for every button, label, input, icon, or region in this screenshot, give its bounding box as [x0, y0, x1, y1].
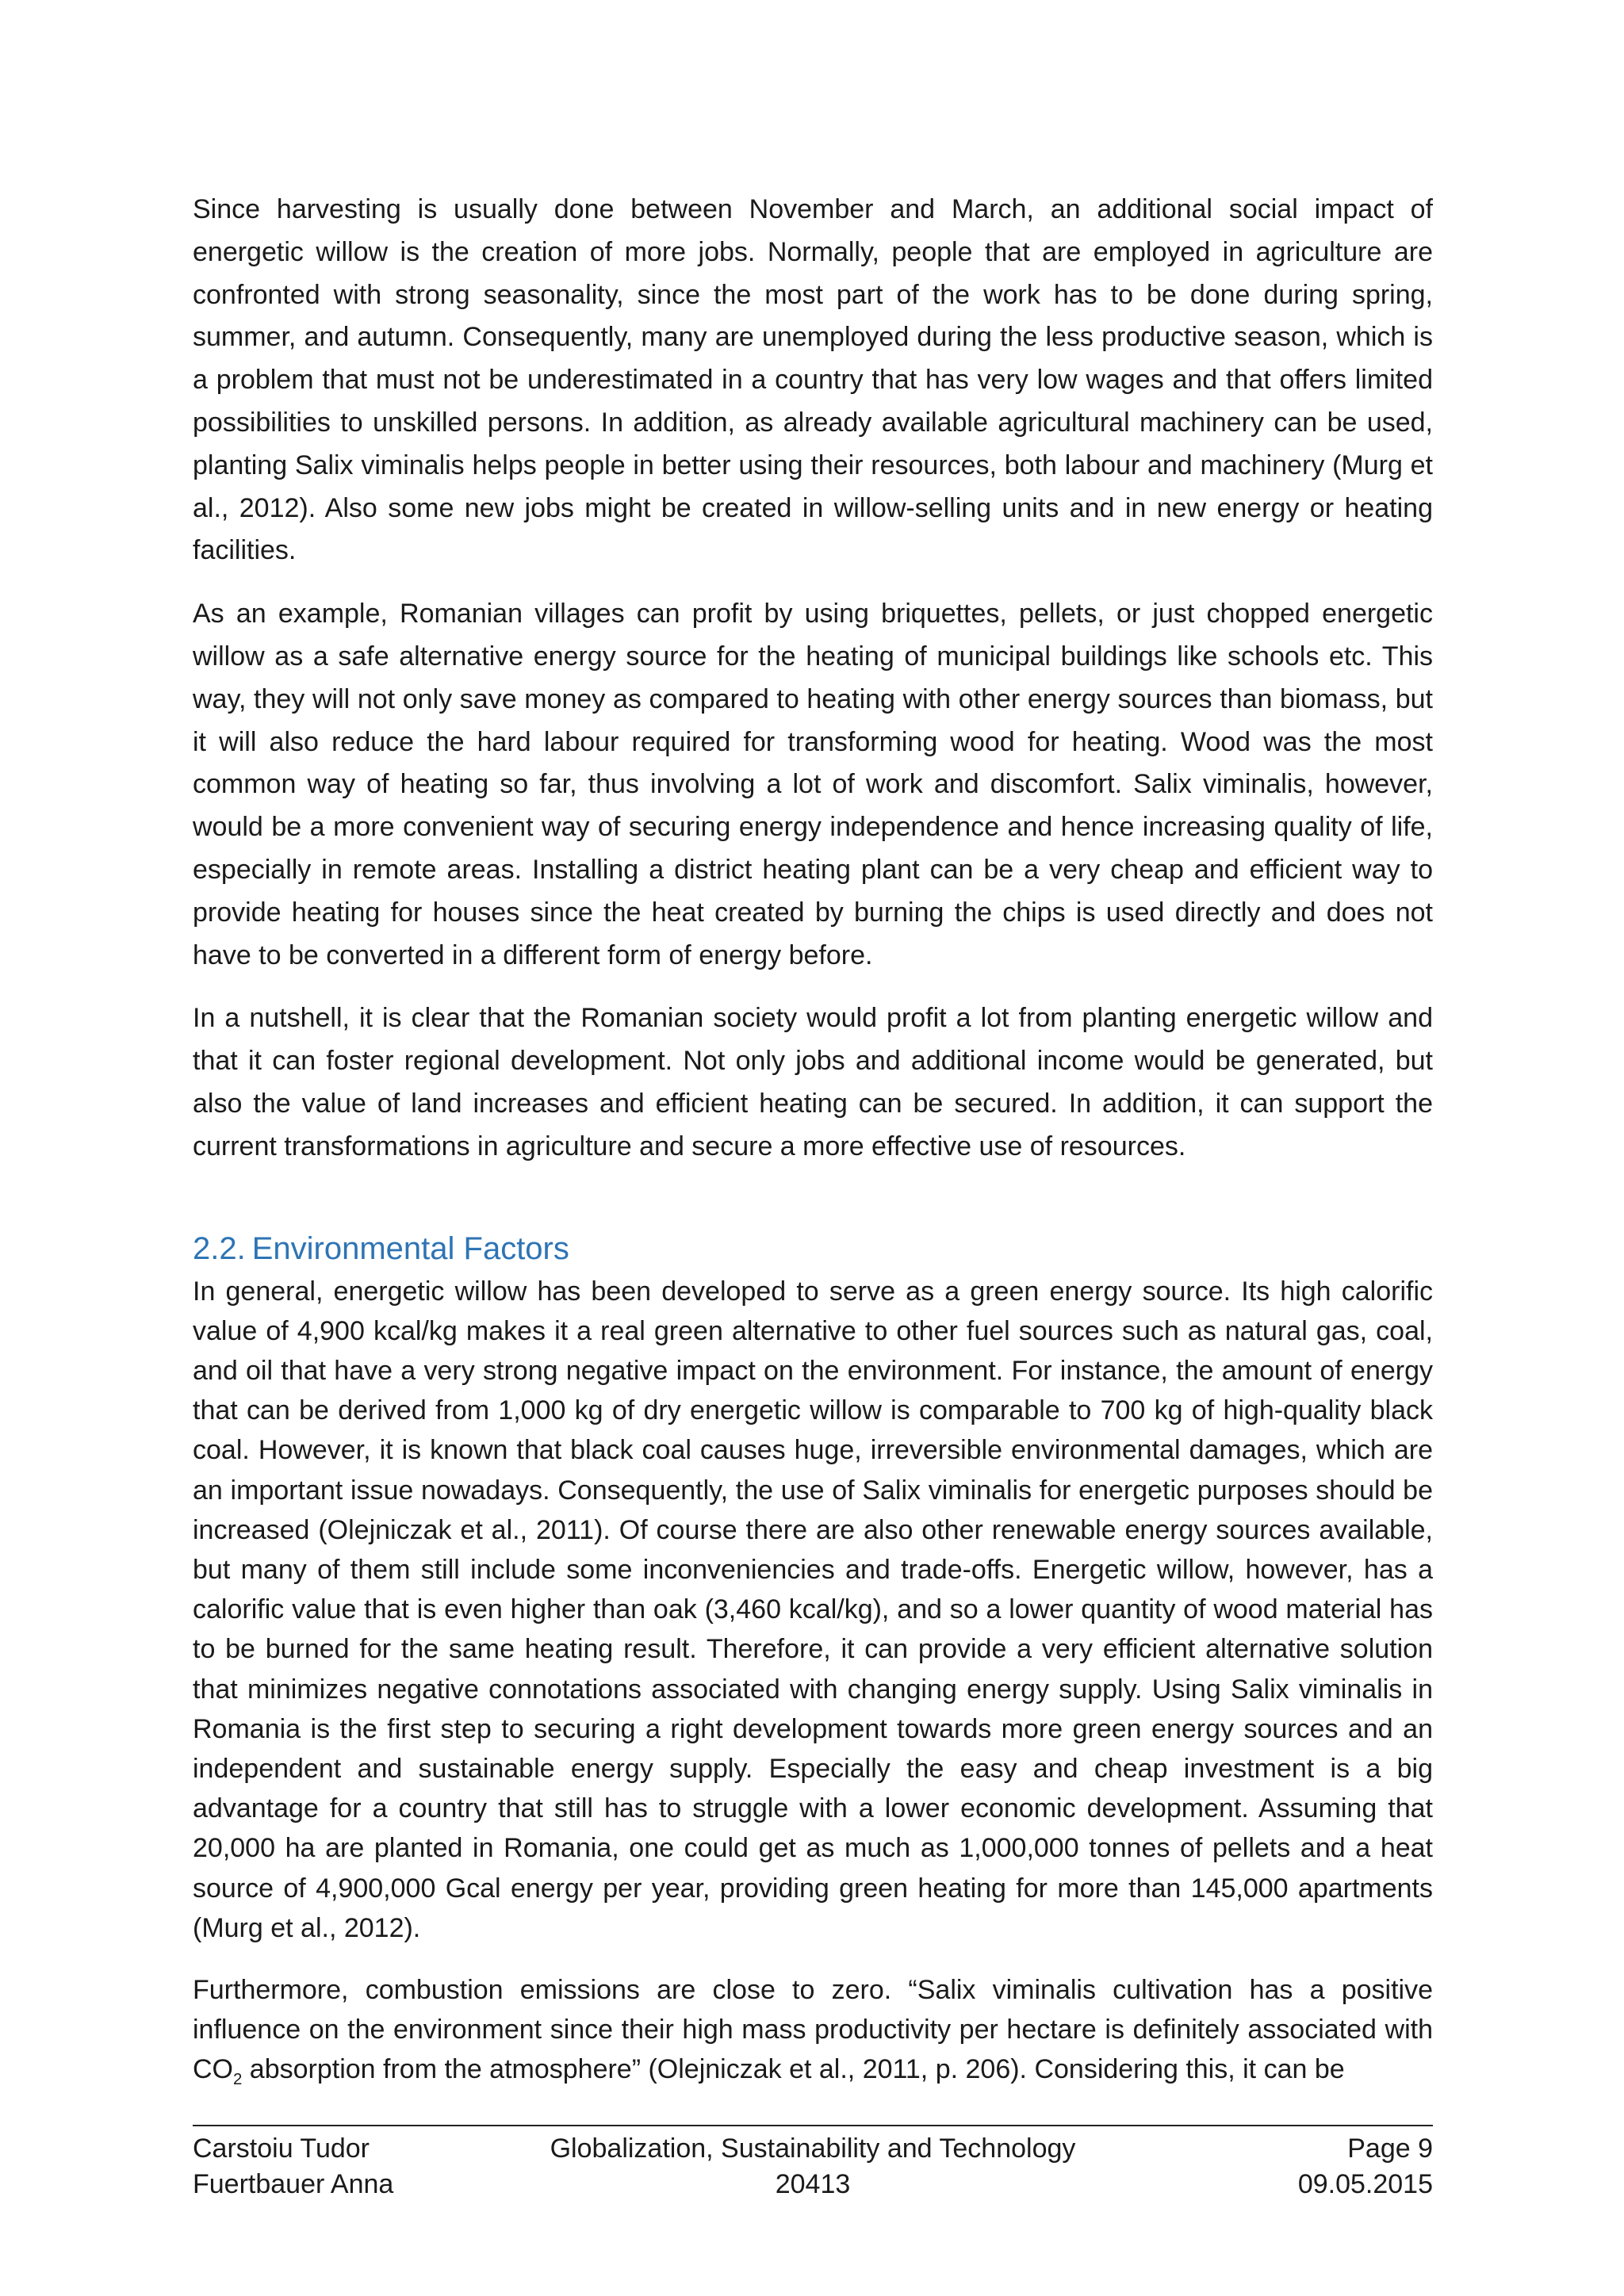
- page-footer: [193, 2131, 1433, 2210]
- footer-author-2: Fuertbauer Anna: [193, 2169, 394, 2199]
- paragraph-text-part2: absorption from the atmosphere” (Olejniczak et al., 2011, p. 206). Considering this, it can be: [242, 2054, 1345, 2085]
- footer-course: [510, 2131, 1116, 2202]
- footer-divider: [193, 2125, 1433, 2126]
- section-title: Environmental Factors: [251, 1230, 569, 1266]
- footer-course-number: 20413: [775, 2169, 851, 2199]
- paragraph-text-part1: Furthermore, combustion emissions are close to zero. “Salix viminalis cultivation has a positive influence on the environment since their high mass productivity per hectare is definitely associated with CO: [193, 1974, 1433, 2085]
- section-heading: [193, 1229, 1433, 1269]
- paragraph-nutshell: In a nutshell, it is clear that the Romanian society would profit a lot from planting energetic willow and that it can foster regional development. Not only jobs and additional income would be generated, but also the value of land increases and efficient heating can be secured. In addition, it can support the current transformations in agriculture and secure a more effective use of resources.: [193, 1003, 1433, 1161]
- paragraph-combustion-emissions: [193, 1970, 1433, 2090]
- footer-page-info: [1298, 2131, 1433, 2202]
- footer-page-number: Page 9: [1347, 2133, 1433, 2164]
- footer-date: 09.05.2015: [1297, 2169, 1433, 2199]
- paragraph-green-energy: In general, energetic willow has been developed to serve as a green energy source. Its high calorific value of 4,900 kcal/kg makes it a real green alternative to other fuel sources such as natural gas, coal, and oil that have a very strong negative impact on the environment. For instance, the amount of energy that can be derived from 1,000 kg of dry energetic willow is comparable to 700 kg of high-quality black coal. However, it is known that black coal causes huge, irreversible environmental damages, which are an important issue nowadays. Consequently, the use of Salix viminalis for energetic purposes should be increased (Olejniczak et al., 2011). Of course there are also other renewable energy sources available, but many of them still include some inconveniencies and trade-offs. Energetic willow, however, has a calorific value that is even higher than oak (3,460 kcal/kg), and so a lower quantity of wood material has to be burned for the same heating result. Therefore, it can provide a very efficient alternative solution that minimizes negative connotations associated with changing energy supply. Using Salix viminalis in Romania is the first step to securing a right development towards more green energy sources and an independent and sustainable energy supply. Especially the easy and cheap investment is a big advantage for a country that still has to struggle with a lower economic development. Assuming that 20,000 ha are planted in Romania, one could get as much as 1,000,000 tonnes of pellets and a heat source of 4,900,000 Gcal energy per year, providing green heating for more than 145,000 apartments (Murg et al., 2012).: [193, 1276, 1433, 1943]
- page-content: [193, 189, 1433, 2112]
- co2-subscript: 2: [233, 2071, 243, 2089]
- section-number: 2.2.: [193, 1230, 246, 1266]
- paragraph-harvesting-jobs: Since harvesting is usually done between November and March, an additional social impact of energetic willow is the creation of more jobs. Normally, people that are employed in agriculture are confronted with strong seasonality, since the most part of the work has to be done during spring, summer, and autumn. Consequently, many are unemployed during the less productive season, which is a problem that must not be underestimated in a country that has very low wages and that offers limited possibilities to unskilled persons. In addition, as already available agricultural machinery can be used, planting Salix viminalis helps people in better using their resources, both labour and machinery (Murg et al., 2012). Also some new jobs might be created in willow-selling units and in new energy or heating facilities.: [193, 194, 1433, 566]
- footer-course-title: Globalization, Sustainability and Technology: [550, 2133, 1076, 2164]
- paragraph-romanian-villages: As an example, Romanian villages can profit by using briquettes, pellets, or just chopped energetic willow as a safe alternative energy source for the heating of municipal buildings like schools etc. This way, they will not only save money as compared to heating with other energy sources than biomass, but it will also reduce the hard labour required for transforming wood for heating. Wood was the most common way of heating so far, thus involving a lot of work and discomfort. Salix viminalis, however, would be a more convenient way of securing energy independence and hence increasing quality of life, especially in remote areas. Installing a district heating plant can be a very cheap and efficient way to provide heating for houses since the heat created by burning the chips is used directly and does not have to be converted in a different form of energy before.: [193, 599, 1433, 970]
- footer-authors: [193, 2131, 393, 2202]
- footer-author-1: Carstoiu Tudor: [193, 2133, 370, 2164]
